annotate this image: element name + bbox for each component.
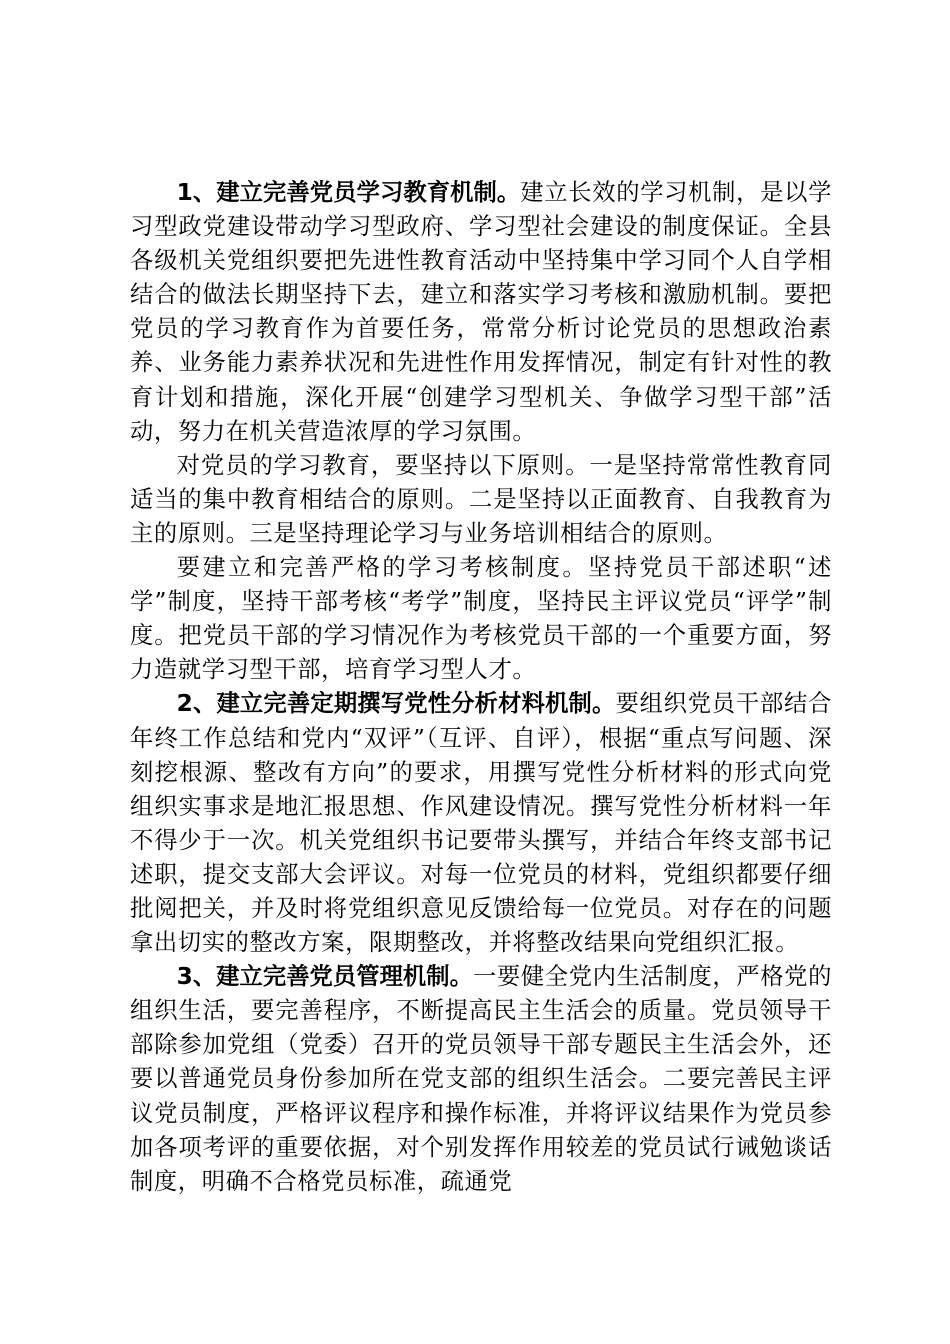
paragraph-learning-mechanism (130, 176, 832, 449)
paragraph-learning-assessment (130, 551, 832, 687)
document-body (130, 176, 832, 1199)
paragraph-text: 要建立和完善严格的学习考核制度。坚持党员干部述职“述学”制度，坚持干部考核“考学”制度，坚持民主评议党员“评学”制度。把党员干部的学习情况作为考核党员干部的一个重要方面，努力造就学习型干部，培育学习型人才。 (130, 554, 832, 684)
section-heading-1: 1、建立完善党员学习教育机制。 (176, 179, 521, 206)
paragraph-member-management (130, 960, 832, 1199)
paragraph-learning-principles (130, 449, 832, 551)
paragraph-text: 建立长效的学习机制，是以学习型政党建设带动学习型政府、学习型社会建设的制度保证。全县各级机关党组织要把先进性教育活动中坚持集中学习同个人自学相结合的做法长期坚持下去，建立和落实学习考核和激励机制。要把党员的学习教育作为首要任务，常常分析讨论党员的思想政治素养、业务能力素养状况和先进性作用发挥情况，制定有针对性的教育计划和措施，深化开展“创建学习型机关、争做学习型干部”活动，努力在机关营造浓厚的学习氛围。 (130, 179, 832, 445)
section-heading-2: 2、建立完善定期撰写党性分析材料机制。 (176, 690, 616, 718)
paragraph-text: 要组织党员干部结合年终工作总结和党内“双评”（互评、自评），根据“重点写问题、深刻挖根源、整改有方向”的要求，用撰写党性分析材料的形式向党组织实事求是地汇报思想、作风建设情况。撰写党性分析材料一年不得少于一次。机关党组织书记要带头撰写，并结合年终支部书记述职，提交支部大会评议。对每一位党员的材料，党组织都要仔细批阅把关，并及时将党组织意见反馈给每一位党员。对存在的问题拿出切实的整改方案，限期整改，并将整改结果向党组织汇报。 (130, 690, 832, 957)
section-heading-3: 3、建立完善党员管理机制。 (176, 963, 473, 991)
paragraph-party-analysis (130, 687, 832, 960)
paragraph-text: 一要健全党内生活制度，严格党的组织生活，要完善程序，不断提高民主生活会的质量。党员领导干部除参加党组（党委）召开的党员领导干部专题民主生活会外，还要以普通党员身份参加所在党支部的组织生活会。二要完善民主评议党员制度，严格评议程序和操作标准，并将评议结果作为党员参加各项考评的重要依据，对个别发挥作用较差的党员试行诫勉谈话制度，明确不合格党员标准，疏通党 (130, 963, 832, 1195)
paragraph-text: 对党员的学习教育，要坚持以下原则。一是坚持常常性教育同适当的集中教育相结合的原则。二是坚持以正面教育、自我教育为主的原则。三是坚持理论学习与业务培训相结合的原则。 (130, 451, 832, 547)
